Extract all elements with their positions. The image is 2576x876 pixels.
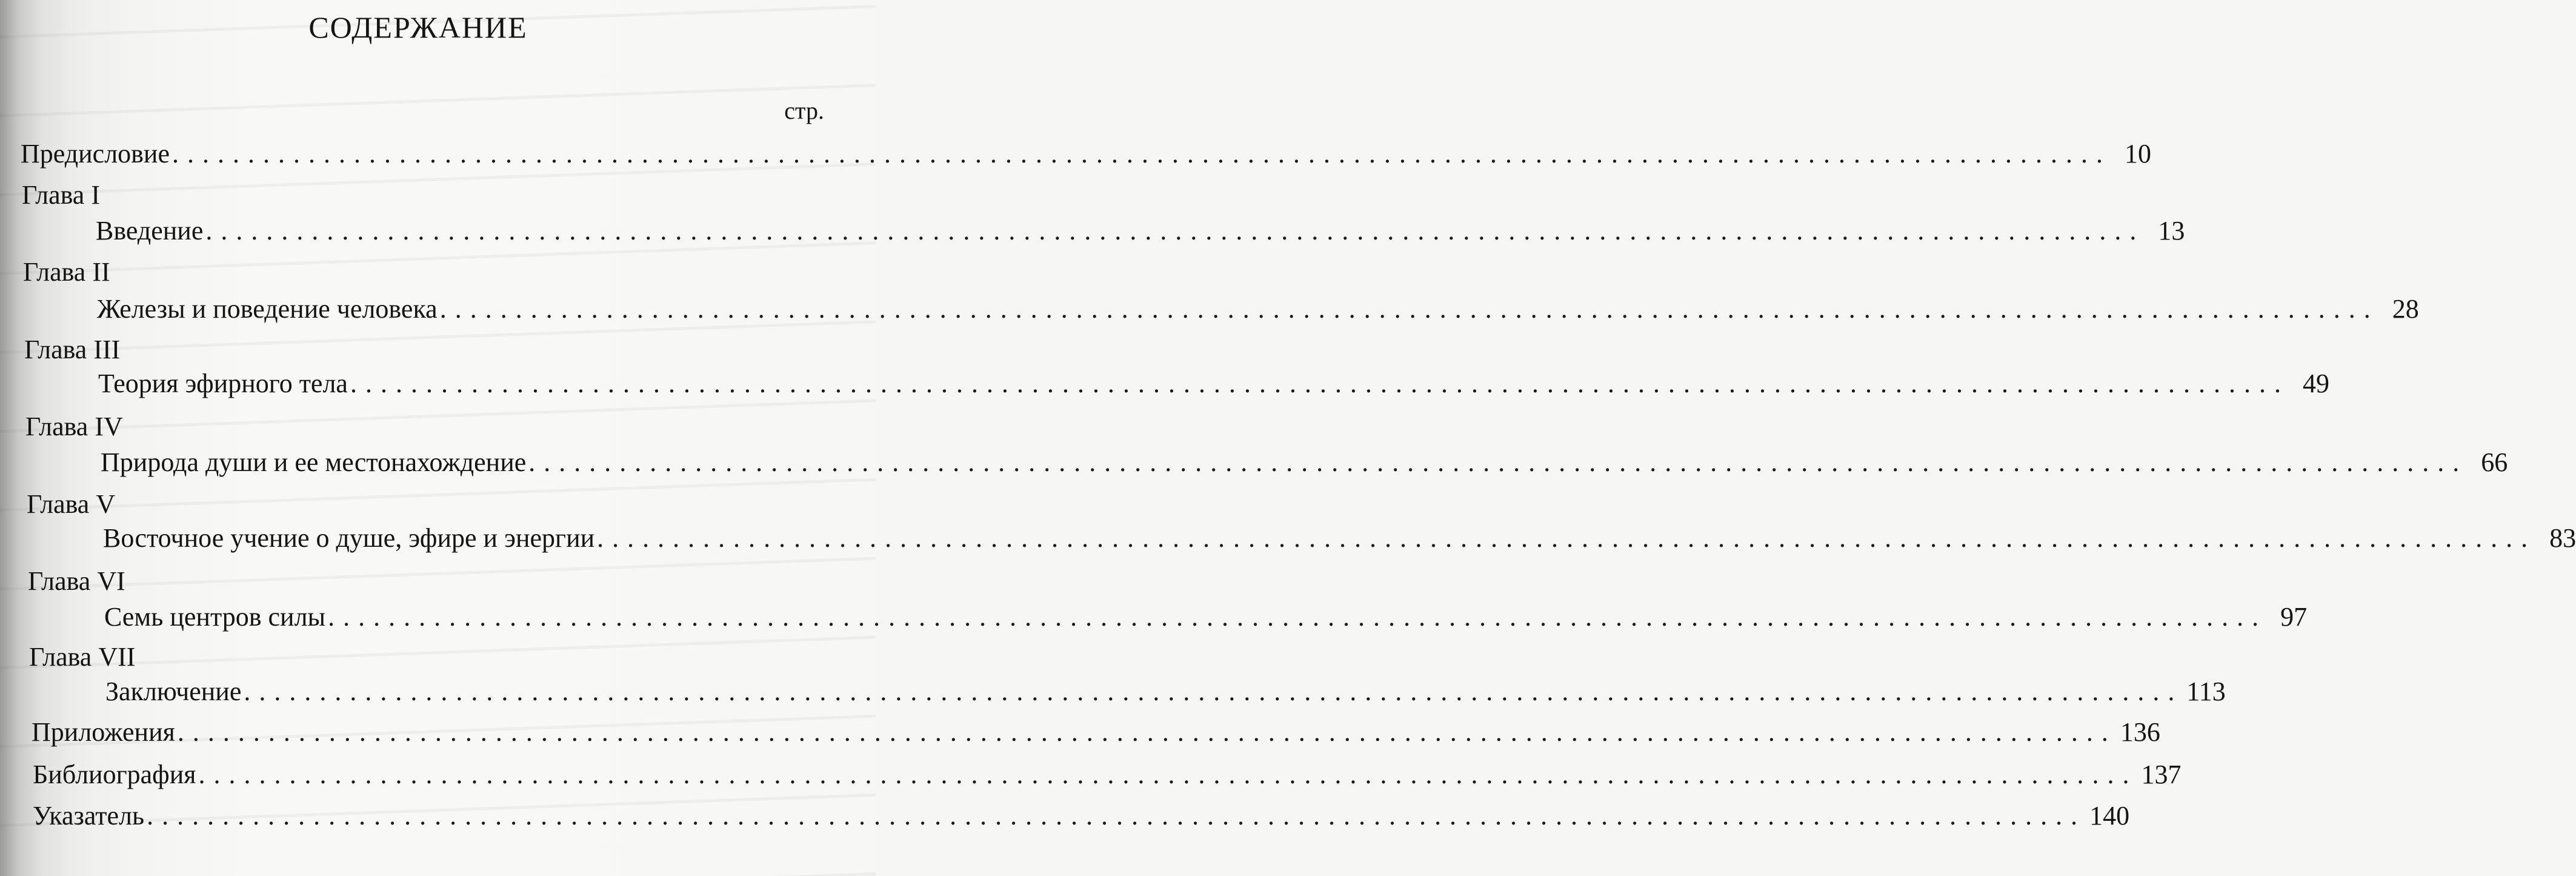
toc-page-number: 10 (2125, 139, 2151, 169)
chapter-heading: Глава I (22, 180, 100, 210)
dot-leader: ................................................................................................................................ (350, 369, 2289, 398)
dot-leader: ................................................................................................................................ (439, 294, 2379, 324)
toc-entry-label: Природа души и ее местонахождение (101, 447, 527, 477)
toc-entry-label: Введение (96, 216, 204, 246)
toc-page-number: 13 (2158, 216, 2185, 246)
toc-page-number: 97 (2280, 602, 2308, 632)
toc-entry-appendices[interactable] (32, 715, 2160, 749)
toc-entry-chapter-5[interactable] (103, 521, 2576, 555)
toc-entry-chapter-4[interactable] (101, 446, 2508, 480)
toc-page-number: 137 (2141, 760, 2182, 789)
dot-leader: ................................................................................................................................ (205, 216, 2145, 246)
toc-entry-chapter-3[interactable] (98, 367, 2329, 401)
dot-leader: ................................................................................................................................ (177, 717, 2117, 747)
toc-entry-bibliography[interactable] (33, 758, 2182, 792)
chapter-heading: Глава VII (29, 642, 136, 672)
toc-page-number: 140 (2089, 801, 2130, 831)
chapter-heading: Глава II (23, 257, 110, 287)
dot-leader: ................................................................................................................................ (172, 139, 2111, 169)
toc-entry-chapter-1[interactable] (96, 214, 2185, 248)
toc-page-number: 66 (2481, 447, 2508, 477)
toc-page-number: 136 (2120, 717, 2160, 747)
chapter-heading: Глава IV (25, 412, 123, 441)
toc-entry-chapter-7[interactable] (105, 675, 2226, 709)
toc-entry-label: Заключение (105, 677, 242, 706)
toc-page-number: 49 (2302, 369, 2329, 398)
toc-entry-label: Указатель (33, 801, 145, 831)
dot-leader: ................................................................................................................................ (528, 447, 2468, 477)
toc-entry-label: Семь центров силы (104, 602, 326, 632)
toc-page-number: 113 (2186, 677, 2226, 706)
toc-page-number: 28 (2392, 294, 2419, 324)
toc-entry-index[interactable] (33, 799, 2130, 833)
page-column-label: стр. (784, 97, 824, 124)
toc-entry-label: Восточное учение о душе, эфире и энергии (103, 523, 595, 553)
dot-leader: ................................................................................................................................ (328, 602, 2268, 632)
page-title: СОДЕРЖАНИЕ (308, 10, 528, 44)
toc-entry-label: Теория эфирного тела (98, 369, 348, 398)
toc-entry-label: Железы и поведение человека (97, 294, 438, 324)
toc-page-number: 83 (2549, 523, 2576, 553)
toc-entry-label: Библиография (33, 760, 196, 789)
toc-entry-label: Приложения (32, 717, 175, 747)
toc-entry-chapter-2[interactable] (97, 292, 2419, 326)
dot-leader: ................................................................................................................................ (244, 677, 2183, 706)
chapter-heading: Глава III (24, 335, 121, 364)
chapter-heading: Глава V (27, 489, 116, 519)
dot-leader: ................................................................................................................................ (198, 760, 2138, 789)
chapter-heading: Глава VI (28, 566, 125, 596)
toc-entry-preface[interactable] (21, 137, 2151, 171)
toc-entry-label: Предисловие (21, 139, 170, 169)
dot-leader: ................................................................................................................................ (597, 523, 2537, 553)
toc-entry-chapter-6[interactable] (104, 600, 2308, 634)
dot-leader: ................................................................................................................................ (147, 801, 2086, 831)
